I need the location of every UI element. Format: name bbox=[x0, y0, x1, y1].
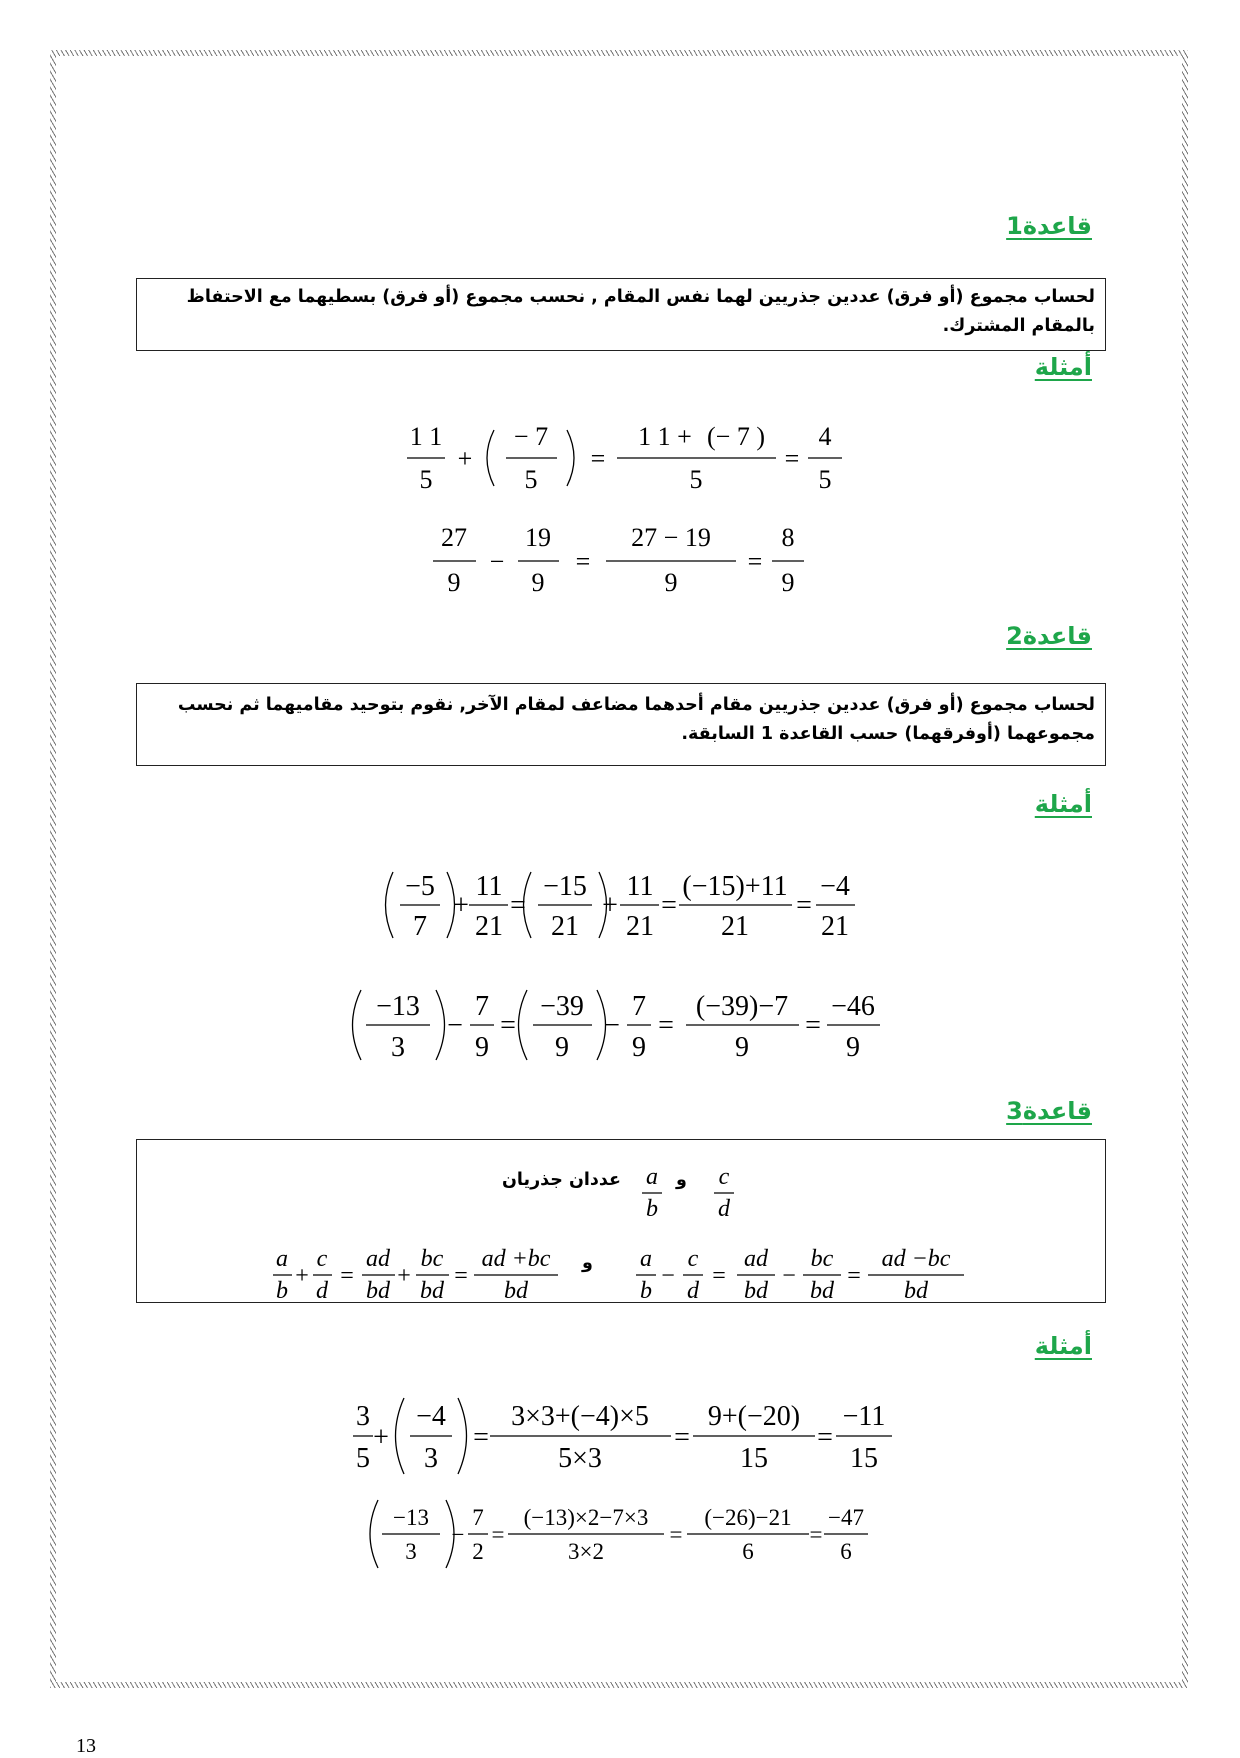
r1e1-eq1: = bbox=[590, 444, 606, 473]
r2e1-d-num: 11 bbox=[626, 871, 654, 902]
r3e2-eq1: = bbox=[491, 1522, 505, 1547]
rule3-examples-heading: أمثلة bbox=[1034, 1332, 1092, 1360]
r3-sum-t3d: bd bbox=[366, 1278, 390, 1304]
r3e1-c-den: 5×3 bbox=[558, 1443, 602, 1474]
r3-diff-t5n: ad −bc bbox=[881, 1246, 951, 1272]
r2e2-e-den: 9 bbox=[735, 1032, 749, 1063]
r3e2-a-den: 3 bbox=[405, 1539, 417, 1564]
r3e2-r-den: 6 bbox=[840, 1539, 852, 1564]
r3-sum-eq2: = bbox=[454, 1263, 468, 1289]
r3e2-r-num: −47 bbox=[828, 1505, 864, 1530]
r3e2-b-den: 2 bbox=[472, 1539, 484, 1564]
r3-sum-op1: + bbox=[295, 1263, 309, 1289]
r1e2-a-den: 9 bbox=[447, 568, 461, 597]
r1e2-eq1: = bbox=[575, 547, 591, 576]
r2e2-eq2: = bbox=[658, 1010, 674, 1041]
page-number: 13 bbox=[76, 1735, 96, 1757]
r2e2-b-den: 9 bbox=[475, 1032, 489, 1063]
r3e2-c-den: 3×2 bbox=[568, 1539, 604, 1564]
rule3-heading: قاعدة3 bbox=[1006, 1097, 1092, 1125]
r3e2-eq2: = bbox=[669, 1522, 683, 1547]
rule3-label: عددان جذريان bbox=[502, 1170, 621, 1190]
r2e1-a-den: 7 bbox=[413, 911, 427, 942]
r1e2-c-den: 9 bbox=[664, 568, 678, 597]
r1e1-a-den: 5 bbox=[419, 465, 433, 494]
r3-diff-t5d: bd bbox=[904, 1278, 928, 1304]
r1e1-r-num: 4 bbox=[818, 422, 832, 451]
r1e1-c-den: 5 bbox=[689, 465, 703, 494]
r2e2-a-den: 3 bbox=[391, 1032, 405, 1063]
r2e2-c-num: −39 bbox=[540, 991, 584, 1022]
r2e2-r-den: 9 bbox=[846, 1032, 860, 1063]
r3e1-b-den: 3 bbox=[424, 1443, 438, 1474]
r2e1-r-num: −4 bbox=[820, 871, 850, 902]
r2e2-eq1: = bbox=[500, 1010, 516, 1041]
r1e2-a-num: 27 bbox=[441, 523, 467, 552]
rule2-text: لحساب مجموع (أو فرق) عددين جذريين مقام أحدهما مضاعف لمقام الآخر, نقوم بتوحيد مقاميهما ثم نحسب مجموعهما (أوفرقهما) حسب القاعدة 1 السابقة. bbox=[177, 695, 1095, 744]
r1e1-b-num: − 7 bbox=[513, 422, 549, 451]
r2e2-e-num: (−39)−7 bbox=[695, 991, 789, 1022]
r3-diff-t3d: bd bbox=[744, 1278, 768, 1304]
r3-sum-t4d: bd bbox=[420, 1278, 444, 1304]
r3e2-b-num: 7 bbox=[472, 1505, 484, 1530]
r2e2-eq3: = bbox=[805, 1010, 821, 1041]
r2e2-r-num: −46 bbox=[831, 991, 875, 1022]
r3-f1-den: b bbox=[646, 1196, 658, 1222]
r3-diff-t2n: c bbox=[687, 1246, 699, 1272]
r1e2-eq2: = bbox=[747, 547, 763, 576]
r3-diff-eq1: = bbox=[712, 1263, 726, 1289]
r2e2-op2: − bbox=[604, 1010, 620, 1041]
r3e2-eq3: = bbox=[809, 1522, 823, 1547]
r2e2-b-num: 7 bbox=[475, 991, 489, 1022]
rule3-conj-formula: و bbox=[582, 1253, 593, 1273]
r2e1-c-den: 21 bbox=[551, 911, 579, 942]
r2e1-e-den: 21 bbox=[721, 911, 749, 942]
r3-sum-t5d: bd bbox=[504, 1278, 528, 1304]
r3e1-r-num: −11 bbox=[842, 1401, 886, 1432]
rule1-heading: قاعدة1 bbox=[1006, 212, 1092, 240]
r2e1-eq1: = bbox=[510, 890, 526, 921]
r1e1-eq2: = bbox=[784, 444, 800, 473]
r1e2-op: − bbox=[489, 547, 505, 576]
rule1-box bbox=[136, 278, 1106, 351]
r3-sum-t1n: a bbox=[276, 1246, 288, 1272]
r2e2-a-num: −13 bbox=[376, 991, 420, 1022]
r3e1-r-den: 15 bbox=[850, 1443, 878, 1474]
r3e1-eq3: = bbox=[817, 1422, 833, 1453]
r3e1-a-num: 3 bbox=[356, 1401, 370, 1432]
r2e2-c-den: 9 bbox=[555, 1032, 569, 1063]
r1e1-c-num-b: (− 7 ) bbox=[707, 422, 765, 451]
r3-sum-t2d: d bbox=[316, 1278, 328, 1304]
r3e2-d-den: 6 bbox=[742, 1539, 754, 1564]
r2e1-b-den: 21 bbox=[475, 911, 503, 942]
rule2-examples-heading: أمثلة bbox=[1034, 790, 1092, 818]
r1e2-r-num: 8 bbox=[781, 523, 795, 552]
r3e2-op: − bbox=[451, 1522, 465, 1547]
r3-diff-t2d: d bbox=[687, 1278, 699, 1304]
r3-diff-op2: − bbox=[782, 1263, 796, 1289]
r3-sum-t1d: b bbox=[276, 1278, 288, 1304]
r3-diff-eq2: = bbox=[847, 1263, 861, 1289]
r2e2-d-num: 7 bbox=[632, 991, 646, 1022]
rule3-conj-top: و bbox=[676, 1170, 687, 1190]
r3-diff-op1: − bbox=[661, 1263, 675, 1289]
r3-sum-op2: + bbox=[397, 1263, 411, 1289]
r3-sum-t3n: ad bbox=[366, 1246, 390, 1272]
rule1-examples-heading: أمثلة bbox=[1034, 353, 1092, 381]
r3e1-eq1: = bbox=[473, 1422, 489, 1453]
r3-diff-t4n: bc bbox=[810, 1246, 834, 1272]
r3-sum-t4n: bc bbox=[420, 1246, 444, 1272]
r2e1-op2: + bbox=[602, 890, 618, 921]
r3-f2-num: c bbox=[718, 1164, 730, 1190]
r3-diff-t3n: ad bbox=[744, 1246, 768, 1272]
r2e1-d-den: 21 bbox=[626, 911, 654, 942]
r3e2-c-num: (−13)×2−7×3 bbox=[523, 1505, 649, 1530]
r2e1-r-den: 21 bbox=[821, 911, 849, 942]
r3-sum-t5n: ad +bc bbox=[481, 1246, 551, 1272]
r3-sum-eq1: = bbox=[340, 1263, 354, 1289]
r3-f2-den: d bbox=[718, 1196, 730, 1222]
r2e1-op: + bbox=[453, 890, 469, 921]
r3-diff-t1d: b bbox=[640, 1278, 652, 1304]
rule2-box bbox=[136, 683, 1106, 766]
r3e1-eq2: = bbox=[674, 1422, 690, 1453]
r3e1-a-den: 5 bbox=[356, 1443, 370, 1474]
r2e2-op: − bbox=[447, 1010, 463, 1041]
r3-f1-num: a bbox=[646, 1164, 658, 1190]
r3e1-d-den: 15 bbox=[740, 1443, 768, 1474]
r3e2-a-num: −13 bbox=[393, 1505, 429, 1530]
r1e1-r-den: 5 bbox=[818, 465, 832, 494]
r2e1-e-num: (−15)+11 bbox=[682, 871, 788, 902]
r3-diff-t4d: bd bbox=[810, 1278, 834, 1304]
r1e2-c-num: 27 − 19 bbox=[631, 523, 711, 552]
r3e1-d-num: 9+(−20) bbox=[707, 1401, 801, 1432]
r2e1-c-num: −15 bbox=[543, 871, 587, 902]
r2e1-a-num: −5 bbox=[405, 871, 435, 902]
rule2-heading: قاعدة2 bbox=[1006, 622, 1092, 650]
r2e1-eq3: = bbox=[796, 890, 812, 921]
r1e1-a-num: 1 1 bbox=[409, 422, 443, 451]
r1e1-op: + bbox=[457, 444, 473, 473]
r3e2-d-num: (−26)−21 bbox=[704, 1505, 792, 1530]
r2e1-b-num: 11 bbox=[475, 871, 503, 902]
rule1-text: لحساب مجموع (أو فرق) عددين جذريين لهما نفس المقام , نحسب مجموع (أو فرق) بسطيهما مع الاحتفاظ بالمقام المشترك. bbox=[186, 287, 1095, 336]
r3e1-b-num: −4 bbox=[416, 1401, 446, 1432]
r3e1-c-num: 3×3+(−4)×5 bbox=[511, 1401, 649, 1432]
r3e1-op: + bbox=[373, 1422, 389, 1453]
r1e1-c-num-a: 1 1 + bbox=[638, 422, 692, 451]
r1e2-b-den: 9 bbox=[531, 568, 545, 597]
r1e2-b-num: 19 bbox=[525, 523, 551, 552]
r2e1-eq2: = bbox=[661, 890, 677, 921]
r1e2-r-den: 9 bbox=[781, 568, 795, 597]
r2e2-d-den: 9 bbox=[632, 1032, 646, 1063]
rule3-box bbox=[136, 1139, 1106, 1303]
r1e1-b-den: 5 bbox=[524, 465, 538, 494]
r3-diff-t1n: a bbox=[640, 1246, 652, 1272]
r3-sum-t2n: c bbox=[316, 1246, 328, 1272]
